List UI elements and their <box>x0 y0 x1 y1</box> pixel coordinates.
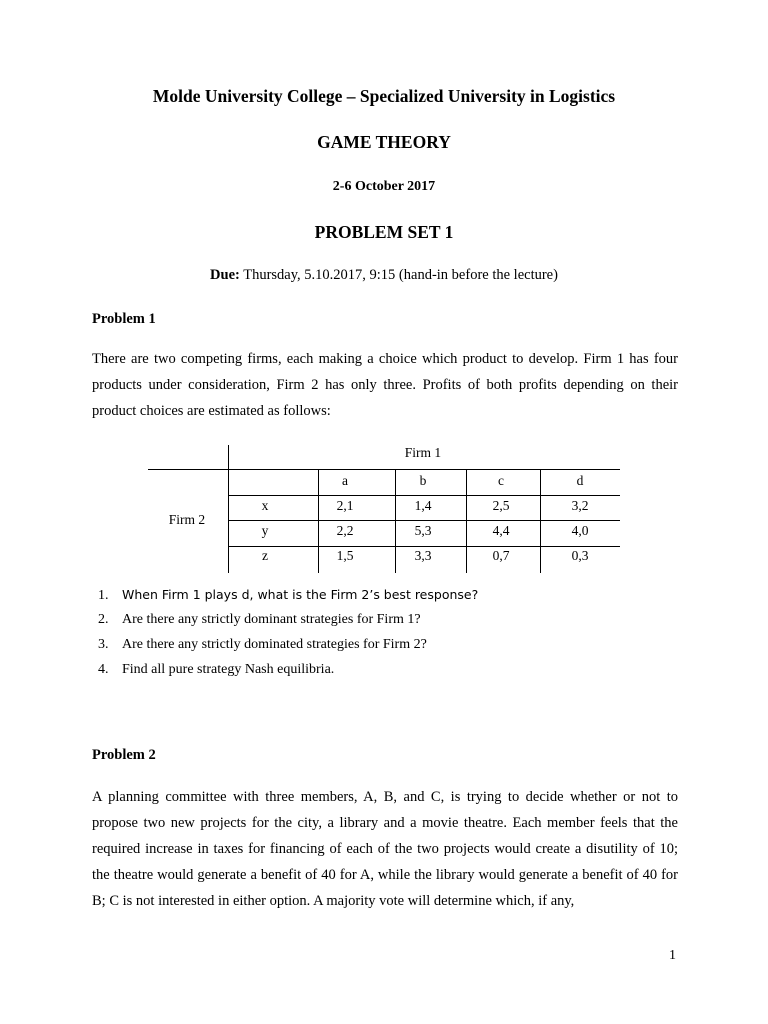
col-header: b <box>419 473 427 488</box>
table-cell: 2,1 <box>336 498 354 513</box>
table-col-divider <box>540 469 541 573</box>
institution-title: Molde University College – Specialized University in Logistics <box>152 86 616 106</box>
table-cell: 4,4 <box>492 523 510 538</box>
problem-1-heading: Problem 1 <box>92 311 156 327</box>
problem-2-text <box>92 784 678 914</box>
question-text: When Firm 1 plays d, what is the Firm 2’s best response? <box>122 587 479 602</box>
table-rule <box>228 495 620 496</box>
table-col-divider <box>466 469 467 573</box>
col-header: c <box>498 473 504 488</box>
col-header: a <box>342 473 348 488</box>
due-label: Due: <box>210 267 240 283</box>
page-number: 1 <box>669 948 676 963</box>
course-title: GAME THEORY <box>317 132 451 152</box>
table-cell: 3,3 <box>414 548 432 563</box>
table-col-divider <box>318 469 319 573</box>
due-line <box>0 267 768 284</box>
col-player-label: Firm 1 <box>404 445 442 460</box>
question-text: Are there any strictly dominant strategies for Firm 1? <box>122 612 421 627</box>
question-item <box>98 662 334 678</box>
course-dates: 2-6 October 2017 <box>332 179 436 194</box>
table-cell: 1,4 <box>414 498 432 513</box>
table-cell: 2,2 <box>336 523 354 538</box>
question-number: 4. <box>98 662 109 677</box>
question-item <box>98 637 427 653</box>
table-top-rule <box>148 469 620 470</box>
table-cell: 4,0 <box>571 523 589 538</box>
problem-2-heading: Problem 2 <box>92 747 156 763</box>
table-rule <box>228 520 620 521</box>
problem-1-paragraph: There are two competing firms, each making a choice which product to develop. Firm 1 has four products under consideration, Firm 2 has only three. Profits of both profits depending on their product choices are estimated as follows: <box>92 351 678 419</box>
question-number: 2. <box>98 612 109 627</box>
table-cell: 0,7 <box>492 548 510 563</box>
table-cell: 2,5 <box>492 498 510 513</box>
row-player-label: Firm 2 <box>168 512 206 527</box>
table-rule <box>228 546 620 547</box>
table-vertical-rule <box>228 445 229 573</box>
table-cell: 5,3 <box>414 523 432 538</box>
due-text: Thursday, 5.10.2017, 9:15 (hand-in before the lecture) <box>239 267 558 283</box>
problem-2-paragraph: A planning committee with three members, A, B, and C, is trying to decide whether or not to propose two new projects for the city, a library and a movie theatre. Each member feels that the required increase in taxes for financing of each of the two projects would create a disutility of 10; the theatre would generate a benefit of 40 for A, while the library would generate a benefit of 40 for B; C is not interested in either option. A majority vote will determine which, if any, <box>92 789 678 909</box>
question-number: 1. <box>98 588 109 603</box>
question-item <box>98 587 478 604</box>
row-header: x <box>261 498 269 513</box>
table-col-divider <box>395 469 396 573</box>
table-cell: 0,3 <box>571 548 589 563</box>
table-cell: 1,5 <box>336 548 354 563</box>
question-item <box>98 612 421 628</box>
question-number: 3. <box>98 637 109 652</box>
row-header: z <box>262 548 268 563</box>
table-cell: 3,2 <box>571 498 589 513</box>
problem-1-text <box>92 346 678 424</box>
problem-set-title: PROBLEM SET 1 <box>314 222 454 242</box>
col-header: d <box>576 473 584 488</box>
row-header: y <box>261 523 269 538</box>
question-text: Are there any strictly dominated strategies for Firm 2? <box>122 637 427 652</box>
question-text: Find all pure strategy Nash equilibria. <box>122 662 335 677</box>
